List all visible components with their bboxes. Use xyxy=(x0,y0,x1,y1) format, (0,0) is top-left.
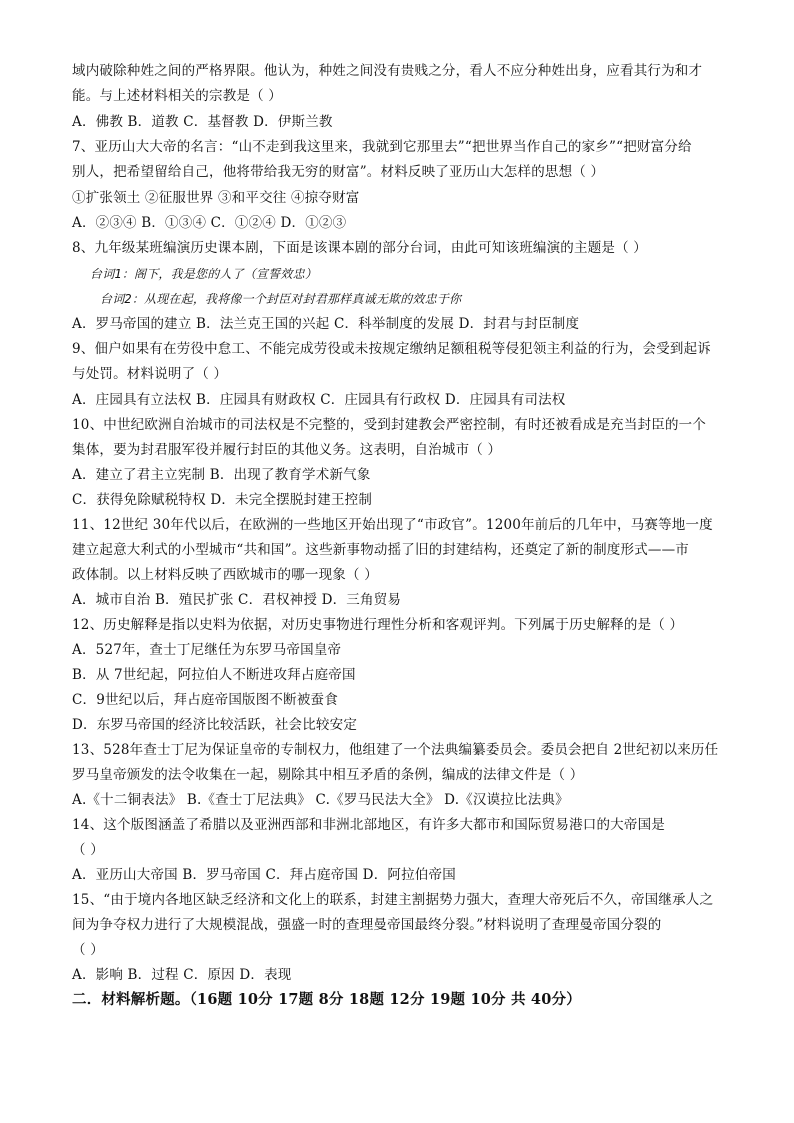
section-heading: 二．材料解析题。（16题 10分 17题 8分 18题 12分 19题 10分 共 40分） xyxy=(72,991,581,1008)
text-line: 域内破除种姓之间的严格界限。他认为，种姓之间没有贵贱之分，看人不应分种姓出身，应看其行为和才 xyxy=(72,63,703,79)
text-line: ①扩张领土 ②征服世界 ③和平交往 ④掠夺财富 xyxy=(72,190,360,206)
question-13: 13、528年查士丁尼为保证皇帝的专制权力，他组建了一个法典编纂委员会。委员会把自 2世纪初以来历任 xyxy=(72,742,719,758)
text-line: （ ） xyxy=(72,942,104,958)
text-line: 集体，要为封君服军役并履行封臣的其他义务。这表明，自治城市（ ） xyxy=(72,442,502,458)
answer-option-c: C．9世纪以后，拜占庭帝国版图不断被蚕食 xyxy=(72,692,338,708)
answer-option-a: A．527年，查士丁尼继任为东罗马帝国皇帝 xyxy=(72,642,342,658)
text-line: 间为争夺权力进行了大规模混战，强盛一时的查理曼帝国最终分裂。”材料说明了查理曼帝国分裂的 xyxy=(72,917,662,933)
answer-options: A．建立了君主立宪制 B．出现了教育学术新气象 xyxy=(72,467,371,483)
question-9: 9、佃户如果有在劳役中怠工、不能完成劳役或未按规定缴纳足额租税等侵犯领主利益的行为，会受到起诉 xyxy=(72,341,711,357)
text-line: 罗马皇帝颁发的法令收集在一起，剔除其中相互矛盾的条例，编成的法律文件是（ ） xyxy=(72,767,584,783)
question-8: 8、九年级某班编演历史课本剧，下面是该课本剧的部分台词，由此可知该班编演的主题是（ ） xyxy=(72,240,647,256)
question-12: 12、历史解释是指以史料为依据，对历史事物进行理性分析和客观评判。下列属于历史解释的是（ ） xyxy=(72,617,684,633)
text-line: （ ） xyxy=(72,842,104,858)
dialog-line-2: 台词2：从现在起，我将像一个封臣对封君那样真诚无欺的效忠于你 xyxy=(100,292,462,306)
answer-option-b: B．从 7世纪起，阿拉伯人不断进攻拜占庭帝国 xyxy=(72,667,356,683)
text-line: 建立起意大利式的小型城市“共和国”。这些新事物动摇了旧的封建结构，还奠定了新的制度形式——市 xyxy=(72,542,690,558)
answer-options: A．佛教 B．道教 C．基督教 D．伊斯兰教 xyxy=(72,114,333,130)
answer-options: A．城市自治 B．殖民扩张 C．君权神授 D．三角贸易 xyxy=(72,592,402,608)
answer-options: A．亚历山大帝国 B．罗马帝国 C．拜占庭帝国 D．阿拉伯帝国 xyxy=(72,867,456,883)
question-11: 11、12世纪 30年代以后，在欧洲的一些地区开始出现了“市政官”。1200年前后的几年中，马赛等地一度 xyxy=(72,517,713,533)
text-line: 政体制。以上材料反映了西欧城市的哪一现象（ ） xyxy=(72,567,378,583)
question-10: 10、中世纪欧洲自治城市的司法权是不完整的，受到封建教会严密控制，有时还被看成是充当封臣的一个 xyxy=(72,417,707,433)
answer-options: A．影响 B．过程 C．原因 D．表现 xyxy=(72,967,292,983)
text-line: 与处罚。材料说明了（ ） xyxy=(72,366,228,382)
answer-options: C．获得免除赋税特权 D．未完全摆脱封建王控制 xyxy=(72,492,373,508)
answer-options: A.《十二铜表法》 B.《查士丁尼法典》 C.《罗马民法大全》 D.《汉谟拉比法典》 xyxy=(72,792,569,808)
text-line: 能。与上述材料相关的宗教是（ ） xyxy=(72,88,282,104)
text-line: 别人，把希望留给自己，他将带给我无穷的财富”。材料反映了亚历山大怎样的思想（ ） xyxy=(72,164,605,180)
question-14: 14、这个版图涵盖了希腊以及亚洲西部和非洲北部地区，有许多大都市和国际贸易港口的大帝国是 xyxy=(72,817,665,833)
dialog-line-1: 台词1：阁下，我是您的人了（宣誓效忠） xyxy=(90,267,318,281)
answer-option-d: D．东罗马帝国的经济比较活跃，社会比较安定 xyxy=(72,717,358,733)
answer-options: A．罗马帝国的建立 B．法兰克王国的兴起 C．科举制度的发展 D．封君与封臣制度 xyxy=(72,316,580,332)
question-7: 7、亚历山大大帝的名言：“山不走到我这里来，我就到它那里去”“把世界当作自己的家乡”“把财富分给 xyxy=(72,139,692,155)
question-15: 15、“由于境内各地区缺乏经济和文化上的联系，封建主割据势力强大，查理大帝死后不久，帝国继承人之 xyxy=(72,892,714,908)
answer-options: A．庄园具有立法权 B．庄园具有财政权 C．庄园具有行政权 D．庄园具有司法权 xyxy=(72,392,566,408)
answer-options: A．②③④ B．①③④ C．①②④ D．①②③ xyxy=(72,215,347,231)
